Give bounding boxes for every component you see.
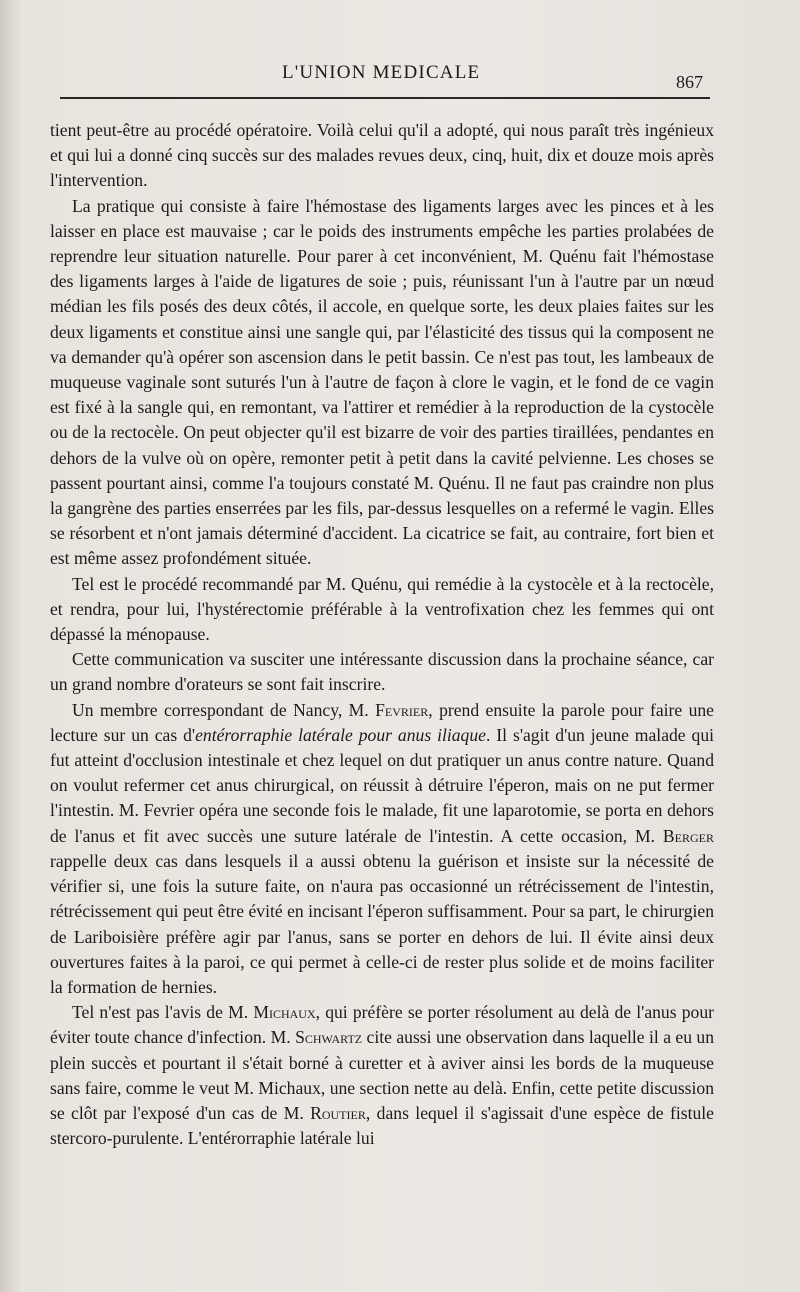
paragraph-2: La pratique qui consiste à faire l'hémostase des ligaments larges avec les pinces et à les laisser en place est mauvaise ; car le poids des instruments empêche les parties prolabées de reprendre leur situation naturelle. Pour parer à cet inconvénient, M. Quénu fait l'hémostase des ligaments larges à l'aide de ligatures de soie ; puis, réunissant l'un à l'autre par un nœud médian les fils posés des deux côtés, il accole, en quelque sorte, les deux plaies faites sur les deux ligaments et constitue ainsi une sangle qui, par l'élasticité des tissus qui la composent ne va demander qu'à opérer son ascension dans le petit bassin. Ce n'est pas tout, les lambeaux de muqueuse vaginale sont suturés l'un à l'autre de façon à clore le vagin, et le fond de ce vagin est fixé à la sangle qui, en remontant, va l'attirer et remédier à la reproduction de la cystocèle ou de la rectocèle. On peut objecter qu'il est bizarre de voir des parties tiraillées, pendantes en dehors de la vulve où on opère, remonter petit à petit dans la cavité pelvienne. Les choses se passent pourtant ainsi, comme l'a toujours constaté M. Quénu. Il ne faut pas craindre non plus la gangrène des parties enserrées par les fils, par-dessus lesquelles on a refermé le vagin. Elles se résorbent et n'ont jamais déterminé d'accident. La cicatrice se fait, au contraire, fort bien et est même assez profondément située.: [50, 195, 714, 569]
article-body: [50, 118, 714, 1151]
page-header: [0, 62, 800, 102]
author-name-berger: Berger: [662, 825, 714, 846]
p6-text-d: , dans lequel il s'agissait d'une espèce de fistule stercoro-purulente. L'entérorraphie latérale lui: [50, 1102, 714, 1149]
paragraph-6: [50, 1000, 714, 1151]
paragraph-4: Cette communication va susciter une intéressante discussion dans la prochaine séance, car un grand nombre d'orateurs se sont fait inscrire.: [50, 649, 714, 695]
p6-text-a: Tel n'est pas l'avis de M.: [72, 1002, 249, 1023]
paragraph-5: [50, 698, 714, 1000]
author-name-schwartz: Schwartz: [295, 1027, 363, 1048]
author-name-michaux: Michaux: [253, 1002, 316, 1023]
running-title: L'UNION MEDICALE: [282, 62, 481, 83]
author-name-routier: Routier: [310, 1102, 366, 1123]
author-name-fevrier: Fevrier: [375, 699, 429, 720]
p5-text-d: rappelle deux cas dans lesquels il a aussi obtenu la guérison et insiste sur la nécessité de vérifier si, une fois la suture faite, on n'aura pas occasionné un rétrécissement de l'intestin, rétrécissement qui peut être évité en incisant l'éperon suffisamment. Pour sa part, le chirurgien de Lariboisière préfère agir par l'anus, sans se porter en dehors de lui. Il évite ainsi deux ouvertures faites à la paroi, ce qui permet à celle-ci de rester plus solide et de moins faciliter la formation de hernies.: [50, 850, 714, 997]
p6-text-c: cite aussi une observation dans laquelle il a eu un plein succès et pourtant il s'était borné à curetter et à aviver ainsi les bords de la muqueuse sans faire, comme le veut M. Michaux, une section nette au delà. Enfin, cette petite discussion se clôt par l'exposé d'un cas de M.: [50, 1027, 715, 1123]
lecture-title: entérorraphie latérale pour anus iliaque: [195, 724, 486, 745]
p5-text-b: , prend ensuite la parole pour faire une lecture sur un cas d': [50, 699, 714, 745]
header-rule: [60, 97, 710, 99]
p5-text-a: Un membre correspondant de Nancy, M.: [72, 699, 369, 720]
page-number: 867: [676, 72, 703, 92]
p5-text-c: . Il s'agit d'un jeune malade qui fut atteint d'occlusion intestinale et chez lequel on dut pratiquer un anus contre nature. Quand on voulut refermer cet anus chirurgical, on réussit à détruire l'éperon, mais on ne put fermer l'intestin. M. Fevrier opéra une seconde fois le malade, fit une laparotomie, se porta en dehors de l'anus et fit avec succès une suture latérale de l'intestin. A cette occasion, M.: [50, 724, 715, 846]
p6-text-b: , qui préfère se porter résolument au delà de l'anus pour éviter toute chance d'infection. M.: [50, 1002, 715, 1048]
paragraph-3: Tel est le procédé recommandé par M. Quénu, qui remédie à la cystocèle et à la rectocèle, et rendra, pour lui, l'hystérectomie préférable à la ventrofixation chez les femmes qui ont dépassé la ménopause.: [50, 573, 714, 645]
paragraph-1: tient peut-être au procédé opératoire. Voilà celui qu'il a adopté, qui nous paraît très ingénieux et qui lui a donné cinq succès sur des malades revues deux, cinq, huit, dix et douze mois après l'intervention.: [50, 120, 714, 191]
